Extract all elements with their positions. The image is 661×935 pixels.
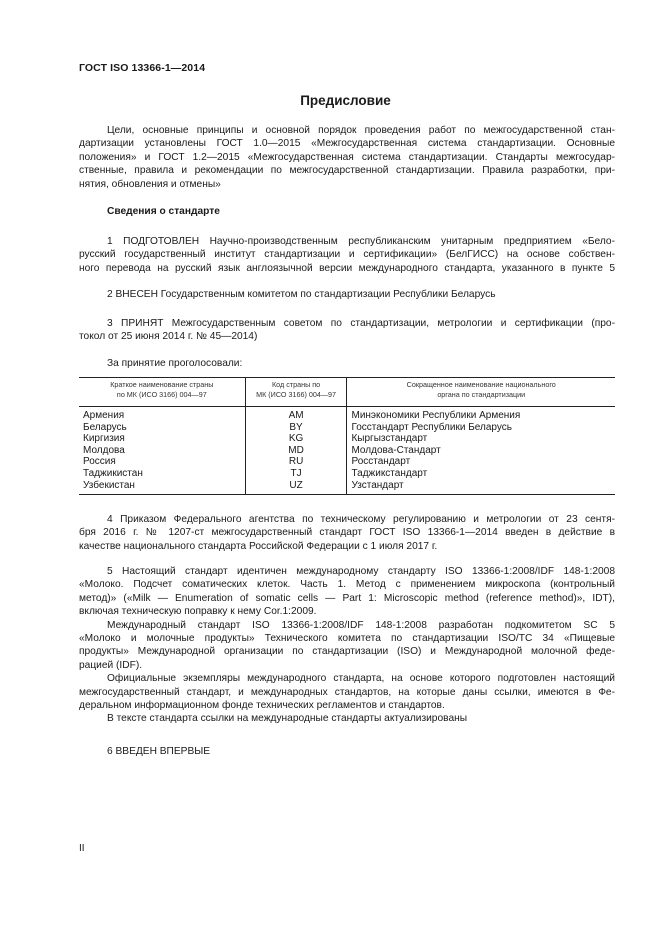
item-3-paragraph xyxy=(79,317,615,344)
text-line: Цели, основные принципы и основной порядок проведения работ по межгосударственной стан- xyxy=(107,125,615,136)
code-cell: TJ xyxy=(245,468,347,480)
text-line: «Молоко. Подсчет соматических клеток. Часть 1. Метод с применением микроскопа (контрольный xyxy=(79,579,615,591)
text-line: 4 Приказом Федерального агентства по техническому регулированию и метрологии от 23 сентя- xyxy=(107,514,615,525)
body-cell: Молдова-Стандарт xyxy=(347,445,615,457)
country-cell: Армения xyxy=(83,410,125,421)
code-cell: UZ xyxy=(245,480,347,495)
table-row xyxy=(79,480,615,495)
column-header-body xyxy=(347,378,615,407)
table-row xyxy=(79,456,615,468)
header-line: по МК (ИСО 3166) 004—97 xyxy=(116,390,207,399)
text-line: Официальные экземпляры международного стандарта, на основе которого подготовлен настоящий xyxy=(107,673,615,685)
header-line: органа по стандартизации xyxy=(437,390,526,399)
body-cell: Минэкономики Республики Армения xyxy=(347,407,615,422)
table-header-row xyxy=(79,378,615,407)
header-line: МК (ИСО 3166) 004—97 xyxy=(256,390,337,399)
code-cell: MD xyxy=(245,445,347,457)
header-line: Краткое наименование страны xyxy=(110,380,214,389)
text-line: деральном информационном фонде технических регламентов и стандартов. xyxy=(79,700,445,712)
code-cell: AM xyxy=(245,407,347,422)
country-cell: Россия xyxy=(83,456,116,468)
item-2-paragraph xyxy=(79,288,615,301)
voted-label xyxy=(79,357,615,370)
text-line: 3 ПРИНЯТ Межгосударственным советом по стандартизации, метрологии и сертификации (про- xyxy=(107,318,615,329)
text-line: нятия, обновления и отмены» xyxy=(79,178,221,190)
text-line: «Молоко и молочные продукты» Технического комитета по стандартизации ISO/TC 34 «Пищевые xyxy=(79,633,615,645)
body-cell: Госстандарт Республики Беларусь xyxy=(347,422,615,434)
table-row xyxy=(79,433,615,445)
country-cell: Таджикистан xyxy=(83,467,143,479)
code-cell: KG xyxy=(245,433,347,445)
text-line: 5 Настоящий стандарт идентичен международному стандарту ISO 13366-1:2008/IDF 148-1:2008 xyxy=(107,566,615,577)
table-row xyxy=(79,468,615,480)
text-line: токол от 25 июня 2014 г. № 45—2014) xyxy=(79,331,258,343)
country-cell: Киргизия xyxy=(83,433,125,445)
text-line: В тексте стандарта ссылки на международные стандарты актуализированы xyxy=(107,713,468,725)
item-1-paragraph xyxy=(79,235,615,275)
item-5-paragraph xyxy=(79,565,615,726)
country-cell: Молдова xyxy=(83,444,125,456)
text-line: Международный стандарт ISO 13366-1:2008/IDF 148-1:2008 разработан подкомитетом SC 5 xyxy=(107,619,615,631)
text-line: 2 ВНЕСЕН Государственным комитетом по стандартизации Республики Беларусь xyxy=(107,289,496,300)
country-cell: Беларусь xyxy=(83,421,127,433)
text-line: 1 ПОДГОТОВЛЕН Научно-производственным республиканским унитарным предприятием «Бело- xyxy=(107,236,615,247)
document-header: ГОСТ ISO 13366-1—2014 xyxy=(79,62,206,74)
text-line: метод)» («Milk — Enumeration of somatic cells — Part 1: Microscopic method (reference method)», IDT), xyxy=(79,592,615,604)
table-row xyxy=(79,445,615,457)
column-header-country xyxy=(79,378,245,407)
text-line: ного перевода на русский язык англоязычной версии международного стандарта, указанного в пункте 5 xyxy=(79,262,615,274)
text-line: включая техническую поправку к нему Cor.1:2009. xyxy=(79,606,317,618)
item-6-paragraph xyxy=(79,745,615,758)
text-line: 6 ВВЕДЕН ВПЕРВЫЕ xyxy=(107,746,211,757)
section-heading: Сведения о стандарте xyxy=(107,206,220,217)
page-number: II xyxy=(79,843,85,854)
code-cell: RU xyxy=(245,456,347,468)
header-line: Сокращенное наименование национального xyxy=(406,380,556,389)
body-cell: Кыргызстандарт xyxy=(347,433,615,445)
code-cell: BY xyxy=(245,422,347,434)
text-line: бря 2016 г. № 1207-ст межгосударственный стандарт ГОСТ ISO 13366-1—2014 введен в действие в xyxy=(79,527,615,539)
header-line: Код страны по xyxy=(272,380,321,389)
text-line: русский государственный институт стандартизации и сертификации» (БелГИСС) на основе собствен- xyxy=(79,249,615,261)
text-line: положения» и ГОСТ 1.2—2015 «Межгосударственная система стандартизации. Стандарты межгосудар- xyxy=(79,151,615,163)
text-line: дартизации установлены ГОСТ 1.0—2015 «Межгосударственная система стандартизации. Основные xyxy=(79,138,615,150)
intro-paragraph xyxy=(79,124,615,191)
voting-countries-table xyxy=(79,377,615,495)
body-cell: Таджикстандарт xyxy=(347,468,615,480)
country-cell: Узбекистан xyxy=(79,480,245,495)
column-header-code xyxy=(245,378,347,407)
page-title: Предисловие xyxy=(300,93,391,108)
text-line: За принятие проголосовали: xyxy=(107,358,243,369)
text-line: рацией (IDF). xyxy=(79,659,143,671)
body-cell: Узстандарт xyxy=(347,480,615,495)
body-cell: Росстандарт xyxy=(347,456,615,468)
item-4-paragraph xyxy=(79,513,615,553)
table-row xyxy=(79,407,615,422)
table-row xyxy=(79,422,615,434)
text-line: качестве национального стандарта Российской Федерации с 1 июля 2017 г. xyxy=(79,540,438,552)
text-line: межгосударственный стандарт, и международных стандартов, на которые даны ссылки, имеются в Фе- xyxy=(79,686,615,698)
text-line: продукты» Международной организации по стандартизации (ISO) и Международной молочной феде- xyxy=(79,646,615,658)
text-line: ственные, правила и рекомендации по межгосударственной стандартизации. Правила разработки, при- xyxy=(79,165,615,177)
